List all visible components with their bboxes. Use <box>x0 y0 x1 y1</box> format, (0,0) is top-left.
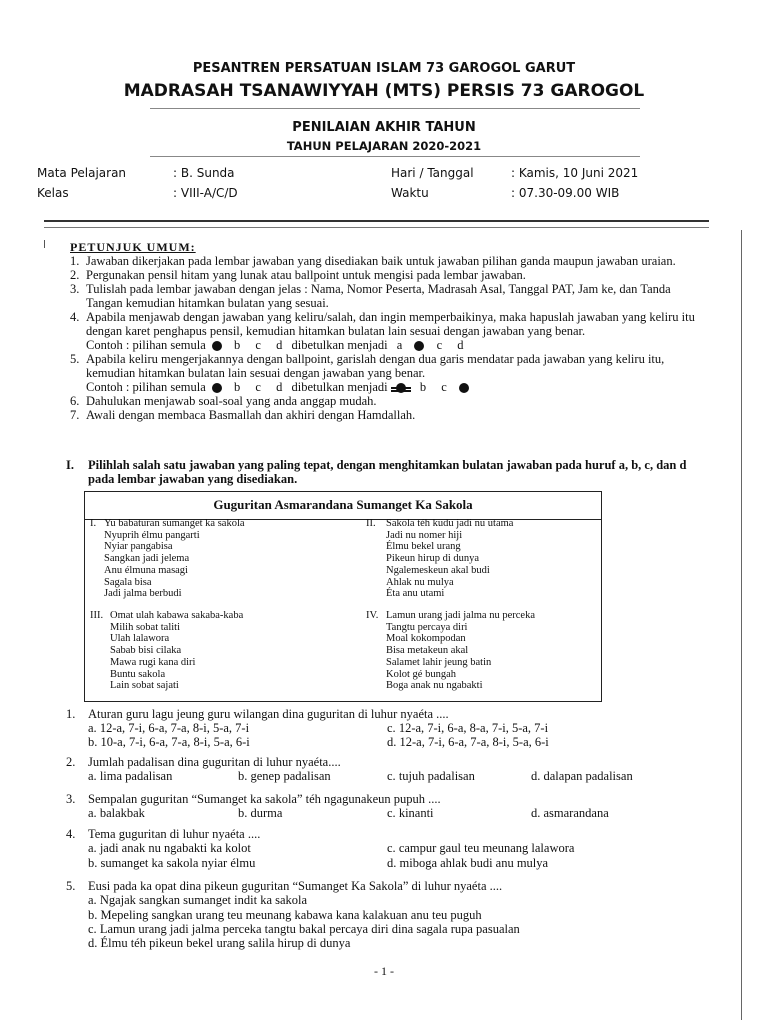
section-text: Pilihlah salah satu jawaban yang paling tepat, dengan menghitamkan bulatan jawaban pada huruf a, b, c, dan d pada lembar jawaban yang disediakan. <box>88 458 687 486</box>
instructions <box>70 240 705 422</box>
example-letter: a <box>396 338 403 352</box>
example-row-1 <box>70 338 705 352</box>
option-letter: c. <box>387 769 396 783</box>
option-letter: c. <box>387 806 396 820</box>
answer-option[interactable] <box>238 769 331 784</box>
answer-option[interactable] <box>88 769 172 784</box>
option-text: durma <box>250 806 283 820</box>
poem-line: Élmu bekel urang <box>386 541 461 553</box>
option-text: campur gaul teu meunang lalawora <box>398 841 575 855</box>
question-number: 4. <box>66 827 76 841</box>
scan-mark <box>44 240 45 248</box>
poem-line: Sabab bisi cilaka <box>110 645 182 657</box>
example-fixed-label: dibetulkan menjadi <box>291 380 388 394</box>
example-letter: c <box>255 338 261 352</box>
poem-line: Nyuprih élmu pangarti <box>104 529 200 541</box>
option-letter: b. <box>238 769 248 783</box>
option-text: Ngajak sangkan sumanget indit ka sakola <box>99 893 308 907</box>
scan-edge-line <box>741 230 742 1020</box>
answer-option[interactable] <box>88 922 520 937</box>
poem-line: Yu babaturan sumanget ka sakola <box>104 518 245 529</box>
section-number: I. <box>66 458 74 472</box>
date-label: Hari / Tanggal <box>391 166 474 180</box>
poem-line: Salamet lahir jeung batin <box>386 656 492 668</box>
answer-option[interactable] <box>387 735 549 750</box>
option-letter: d. <box>531 806 541 820</box>
poem-line: Milih sobat taliti <box>110 621 180 633</box>
option-text: lima padalisan <box>99 769 173 783</box>
option-letter: b. <box>238 806 248 820</box>
poem-box <box>84 491 602 702</box>
question <box>66 827 706 841</box>
struck-bubble-icon <box>394 383 408 393</box>
instruction-number: 2. <box>70 268 80 282</box>
poem-line: Ahlak nu mulya <box>386 576 454 588</box>
question <box>66 755 706 769</box>
poem-line: Jadi jalma berbudi <box>104 588 182 600</box>
poem-line: Éta anu utami <box>386 588 445 600</box>
instructions-title: PETUNJUK UMUM: <box>70 240 196 254</box>
poem-line: Sakola téh kudu jadi nu utama <box>386 518 514 529</box>
question-number: 3. <box>66 792 76 806</box>
stanza-number: I. <box>90 518 97 529</box>
poem-line: Lain sobat sajati <box>110 680 179 692</box>
question-text: Jumlah padalisan dina guguritan di luhur nyaéta.... <box>88 755 341 769</box>
poem-line: Kolot gé bungah <box>386 668 456 680</box>
option-text: kinanti <box>398 806 434 820</box>
time-value: : 07.30-09.00 WIB <box>511 186 620 200</box>
option-letter: a. <box>88 893 97 907</box>
option-letter: a. <box>88 721 97 735</box>
filled-bubble-icon <box>212 383 222 393</box>
question-text: Aturan guru lagu jeung guru wilangan dina guguritan di luhur nyaéta .... <box>88 707 449 721</box>
answer-option[interactable] <box>88 841 251 856</box>
option-text: Lamun urang jadi jalma perceka tangtu bakal percaya diri dina sagala rupa pasualan <box>99 922 520 936</box>
example-label: Contoh : pilihan semula <box>86 380 206 394</box>
instruction-number: 3. <box>70 282 80 296</box>
poem-line: Mawa rugi kana diri <box>110 656 196 668</box>
instruction-number: 5. <box>70 352 80 366</box>
example-fixed-label: dibetulkan menjadi <box>291 338 388 352</box>
class-value: : VIII-A/C/D <box>173 186 238 200</box>
school-year: TAHUN PELAJARAN 2020-2021 <box>286 139 482 153</box>
date-value: : Kamis, 10 Juni 2021 <box>511 166 639 180</box>
poem-line: Ulah lalawora <box>110 633 170 645</box>
meta-divider <box>44 220 709 228</box>
question-number: 1. <box>66 707 76 721</box>
option-letter: d. <box>387 735 397 749</box>
poem-line: Bisa metakeun akal <box>386 645 469 657</box>
option-text: tujuh padalisan <box>398 769 475 783</box>
instruction-item <box>70 352 705 380</box>
example-letter: b <box>234 338 241 352</box>
answer-option[interactable] <box>531 769 633 784</box>
page-number: - 1 - <box>374 964 394 978</box>
instruction-number: 7. <box>70 408 80 422</box>
answer-option[interactable] <box>88 893 307 908</box>
example-letter: b <box>419 380 427 394</box>
option-text: balakbak <box>99 806 145 820</box>
question-text: Tema guguritan di luhur nyaéta .... <box>88 827 261 841</box>
option-text: 10-a, 7-i, 6-a, 7-a, 8-i, 5-a, 6-i <box>100 735 250 749</box>
option-text: sumanget ka sakola nyiar élmu <box>100 856 256 870</box>
poem-line: Nyiar pangabisa <box>104 541 173 553</box>
stanza-number: III. <box>90 610 104 621</box>
poem-stanza <box>366 610 611 692</box>
option-letter: b. <box>88 856 98 870</box>
instruction-item <box>70 254 705 268</box>
poem-title: Guguritan Asmarandana Sumanget Ka Sakola <box>213 497 473 512</box>
example-letter: c <box>436 338 443 352</box>
answer-option[interactable] <box>387 841 574 856</box>
option-text: 12-a, 7-i, 6-a, 8-a, 7-i, 5-a, 7-i <box>398 721 549 735</box>
poem-line: Jadi nu nomer hiji <box>386 529 463 541</box>
instruction-number: 4. <box>70 310 80 324</box>
answer-option[interactable] <box>238 806 282 821</box>
class-label: Kelas <box>37 186 69 200</box>
instruction-item <box>70 408 705 422</box>
answer-option[interactable] <box>88 735 250 750</box>
option-text: genep padalisan <box>250 769 331 783</box>
question <box>66 879 706 893</box>
question-number: 2. <box>66 755 76 769</box>
option-letter: b. <box>88 735 98 749</box>
instruction-text: Apabila keliru mengerjakannya dengan ballpoint, garislah dengan dua garis mendatar pada jawaban yang keliru itu, kemudian hitamkan bulatan lain sesuai dengan jawaban yang benar. <box>86 352 665 380</box>
answer-option[interactable] <box>88 908 482 923</box>
header-divider <box>150 108 640 109</box>
question-text: Sempalan guguritan “Sumanget ka sakola” téh ngagunakeun pupuh .... <box>88 792 441 806</box>
instruction-number: 1. <box>70 254 80 268</box>
option-text: Élmu téh pikeun bekel urang salila hirup di dunya <box>100 936 351 950</box>
option-text: dalapan padalisan <box>543 769 633 783</box>
option-letter: c. <box>387 721 396 735</box>
filled-bubble-icon <box>212 341 222 351</box>
instruction-text: Pergunakan pensil hitam yang lunak atau ballpoint untuk mengisi pada lembar jawaban. <box>86 268 526 282</box>
answer-option[interactable] <box>387 856 548 871</box>
poem-line: Moal kokompodan <box>386 633 466 645</box>
instruction-item <box>70 282 705 310</box>
instruction-number: 6. <box>70 394 80 408</box>
example-letter: c <box>441 380 447 394</box>
example-label: Contoh : pilihan semula <box>86 338 206 352</box>
poem-line: Pikeun hirup di dunya <box>386 553 480 565</box>
option-text: Mepeling sangkan urang teu meunang kabawa kana kalakuan anu teu puguh <box>100 908 482 922</box>
option-letter: a. <box>88 841 97 855</box>
question <box>66 792 706 806</box>
option-letter: c. <box>387 841 396 855</box>
option-letter: d. <box>387 856 397 870</box>
instruction-text: Awali dengan membaca Basmallah dan akhiri dengan Hamdallah. <box>86 408 416 422</box>
option-text: 12-a, 7-i, 6-a, 7-a, 8-i, 5-a, 7-i <box>99 721 250 735</box>
poem-line: Omat ulah kabawa sakaba-kaba <box>110 610 244 621</box>
example-letter: b <box>234 380 241 394</box>
stanza-number: IV. <box>366 610 379 621</box>
option-letter: d. <box>531 769 541 783</box>
poem-line: Boga anak nu ngabakti <box>386 680 483 692</box>
poem-line: Tangtu percaya diri <box>386 621 468 633</box>
option-letter: c. <box>88 922 97 936</box>
poem-stanza <box>366 518 611 600</box>
option-text: jadi anak nu ngabakti ka kolot <box>99 841 251 855</box>
poem-line: Lamun urang jadi jalma nu perceka <box>386 610 535 621</box>
poem-stanza <box>90 518 335 600</box>
answer-option[interactable] <box>387 769 475 784</box>
answer-option[interactable] <box>531 806 609 821</box>
instruction-text: Dahulukan menjawab soal-soal yang anda anggap mudah. <box>86 394 377 408</box>
poem-line: Sangkan jadi jelema <box>104 553 190 565</box>
madrasah-name: MADRASAH TSANAWIYYAH (MTS) PERSIS 73 GAROGOL <box>123 81 645 101</box>
school-name: PESANTREN PERSATUAN ISLAM 73 GAROGOL GARUT <box>192 61 576 76</box>
answer-option[interactable] <box>88 721 249 736</box>
option-letter: a. <box>88 769 97 783</box>
instruction-item <box>70 268 705 282</box>
answer-option[interactable] <box>387 806 434 821</box>
option-letter: a. <box>88 806 97 820</box>
answer-option[interactable] <box>88 806 145 821</box>
example-row-2 <box>70 380 705 394</box>
subject-value: : B. Sunda <box>173 166 235 180</box>
option-letter: d. <box>88 936 98 950</box>
instruction-text: Apabila menjawab dengan jawaban yang keliru/salah, dan ingin memperbaikinya, maka hapuslah jawaban yang keliru itu dengan karet penghapus pensil, kemudian hitamkan bulatan lain sesuai dengan jawaban yang benar. <box>86 310 695 338</box>
instruction-item <box>70 394 705 408</box>
answer-option[interactable] <box>387 721 548 736</box>
section-instruction <box>66 458 706 486</box>
poem-stanza <box>90 610 335 692</box>
question-text: Eusi pada ka opat dina pikeun guguritan “Sumanget Ka Sakola” di luhur nyaéta .... <box>88 879 503 893</box>
stanza-number: II. <box>366 518 376 529</box>
option-text: miboga ahlak budi anu mulya <box>399 856 549 870</box>
filled-bubble-icon <box>414 341 424 351</box>
poem-line: Anu élmuna masagi <box>104 564 188 576</box>
time-label: Waktu <box>391 186 429 200</box>
example-letter: c <box>255 380 261 394</box>
exam-title: PENILAIAN AKHIR TAHUN <box>292 120 476 135</box>
option-text: 12-a, 7-i, 6-a, 7-a, 8-i, 5-a, 6-i <box>399 735 549 749</box>
example-letter: d <box>276 380 283 394</box>
option-letter: b. <box>88 908 98 922</box>
example-letter: d <box>276 338 283 352</box>
instruction-item <box>70 310 705 338</box>
option-text: asmarandana <box>543 806 609 820</box>
poem-line: Sagala bisa <box>104 576 152 588</box>
subject-label: Mata Pelajaran <box>37 166 127 180</box>
example-letter: d <box>457 338 464 352</box>
question-number: 5. <box>66 879 76 893</box>
question <box>66 707 706 721</box>
instruction-text: Tulislah pada lembar jawaban dengan jelas : Nama, Nomor Peserta, Madrasah Asal, Tanggal PAT, Jam ke, dan Tanda Tangan kemudian hitamkan bulatan yang sesuai. <box>86 282 671 310</box>
instruction-text: Jawaban dikerjakan pada lembar jawaban yang disediakan baik untuk jawaban pilihan ganda maupun jawaban uraian. <box>86 254 676 268</box>
filled-bubble-icon <box>459 383 469 393</box>
poem-line: Buntu sakola <box>110 668 166 680</box>
poem-line: Ngalemeskeun akal budi <box>386 564 490 576</box>
answer-option[interactable] <box>88 856 255 871</box>
answer-option[interactable] <box>88 936 350 951</box>
header-divider-2 <box>150 156 640 157</box>
